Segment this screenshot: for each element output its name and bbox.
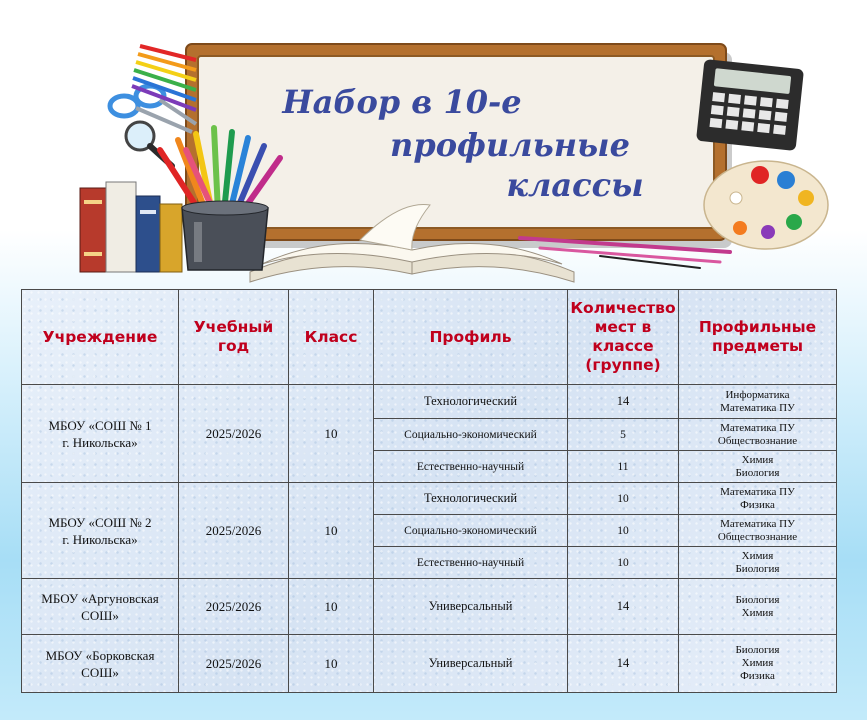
table-header-row [22, 290, 837, 385]
books-stack-icon [80, 182, 182, 272]
profile-cell: Универсальный [374, 635, 568, 693]
subject-item: Химия [741, 453, 774, 466]
banner-title-line-2: профильные [390, 126, 630, 164]
institution-name-line: г. Никольска» [62, 531, 138, 547]
profile-cell: Социально-экономический [374, 419, 568, 451]
seats-cell: 5 [568, 419, 679, 451]
subject-item: Математика ПУ [720, 485, 795, 498]
header-year: Учебный год [179, 290, 289, 385]
seats-cell: 10 [568, 515, 679, 547]
subject-item: Биология [735, 644, 780, 656]
subject-item: Математика ПУ [720, 401, 795, 414]
institution-name-line: г. Никольска» [62, 434, 138, 450]
header-seats: Количество мест в классе (группе) [568, 290, 679, 385]
table-row [22, 385, 837, 419]
table-row [22, 483, 837, 515]
subjects-cell [679, 635, 837, 693]
header-subjects: Профильные предметы [679, 290, 837, 385]
header-class: Класс [289, 290, 374, 385]
subjects-cell [679, 419, 837, 451]
banner-title-line-3: классы [506, 166, 644, 204]
subject-item: Биология [735, 466, 780, 479]
seats-cell: 14 [568, 385, 679, 419]
class-cell: 10 [289, 579, 374, 635]
year-cell: 2025/2026 [179, 483, 289, 579]
banner-title-line-1: Набор в 10-е [282, 83, 522, 121]
seats-cell: 14 [568, 635, 679, 693]
institution-name-line: МБОУ «Борковская [45, 647, 155, 663]
profile-cell: Социально-экономический [374, 515, 568, 547]
institution-name-line: СОШ» [81, 607, 119, 623]
header-profile: Профиль [374, 290, 568, 385]
year-cell: 2025/2026 [179, 635, 289, 693]
table-row [22, 635, 837, 693]
admission-table [21, 289, 836, 692]
subject-item: Химия [741, 549, 774, 562]
institution-cell [22, 385, 179, 483]
subject-item: Физика [740, 498, 775, 511]
calculator-icon [696, 59, 804, 151]
profile-cell: Технологический [374, 385, 568, 419]
header-institution: Учреждение [22, 290, 179, 385]
year-cell: 2025/2026 [179, 385, 289, 483]
table-row [22, 579, 837, 635]
subject-item: Биология [735, 562, 780, 575]
institution-name-line: СОШ» [81, 664, 119, 680]
subject-item: Математика ПУ [720, 517, 795, 530]
subject-item: Химия [741, 657, 774, 669]
subject-item: Обществознание [717, 530, 798, 543]
subjects-cell [679, 451, 837, 483]
subject-item: Физика [740, 670, 775, 682]
seats-cell: 14 [568, 579, 679, 635]
institution-cell [22, 635, 179, 693]
paint-palette-icon [704, 161, 828, 249]
subject-item: Биология [735, 593, 780, 606]
subjects-cell [679, 515, 837, 547]
profile-cell: Естественно-научный [374, 451, 568, 483]
seats-cell: 10 [568, 483, 679, 515]
year-cell: 2025/2026 [179, 579, 289, 635]
seats-cell: 11 [568, 451, 679, 483]
subjects-cell [679, 547, 837, 579]
class-cell: 10 [289, 385, 374, 483]
class-cell: 10 [289, 635, 374, 693]
subject-item: Химия [741, 606, 774, 619]
seats-cell: 10 [568, 547, 679, 579]
subject-item: Обществознание [717, 434, 798, 447]
subjects-cell [679, 385, 837, 419]
subject-item: Информатика [725, 388, 790, 401]
institution-name-line: МБОУ «СОШ № 1 [48, 417, 152, 433]
institution-cell [22, 579, 179, 635]
profile-cell: Естественно-научный [374, 547, 568, 579]
class-cell: 10 [289, 483, 374, 579]
profile-cell: Универсальный [374, 579, 568, 635]
institution-cell [22, 483, 179, 579]
profile-cell: Технологический [374, 483, 568, 515]
institution-name-line: МБОУ «СОШ № 2 [48, 514, 152, 530]
subjects-cell [679, 483, 837, 515]
banner [0, 0, 867, 285]
subjects-cell [679, 579, 837, 635]
institution-name-line: МБОУ «Аргуновская [41, 590, 159, 606]
subject-item: Математика ПУ [720, 421, 795, 434]
